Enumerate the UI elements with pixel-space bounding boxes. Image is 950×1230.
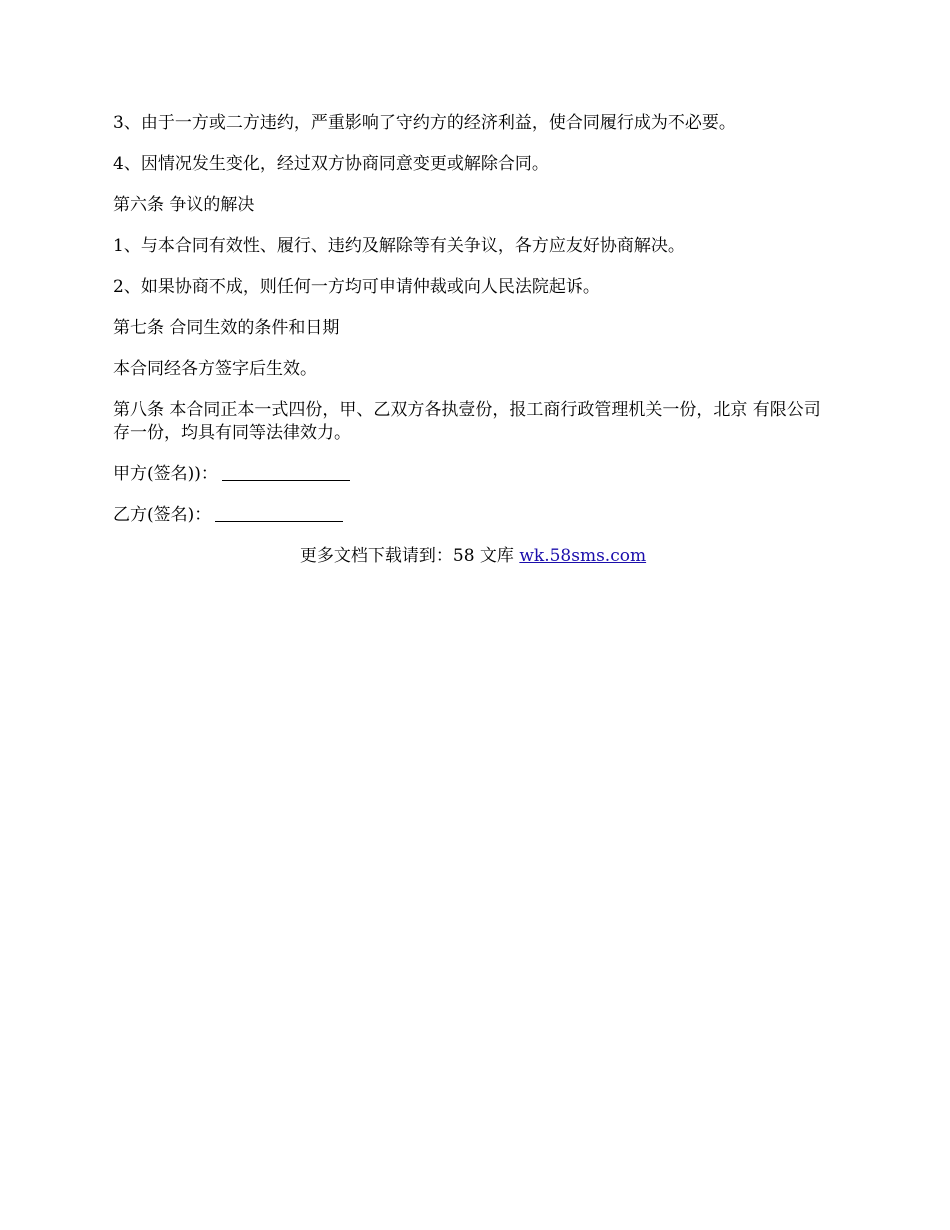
article-7-text: 本合同经各方签字后生效。 bbox=[113, 359, 317, 379]
clause-3-text: 3、由于一方或二方违约，严重影响了守约方的经济利益，使合同履行成为不必要。 bbox=[113, 113, 736, 133]
article-6-clause-2: 2、如果协商不成，则任何一方均可申请仲裁或向人民法院起诉。 bbox=[113, 277, 600, 297]
signature-party-b-label: 乙方(签名)： bbox=[113, 505, 212, 525]
document-page bbox=[113, 112, 833, 568]
signature-party-a-label: 甲方(签名))： bbox=[113, 464, 218, 484]
signature-party-a bbox=[113, 463, 833, 486]
footer-download-note bbox=[113, 545, 833, 568]
footer-link[interactable]: wk.58sms.com bbox=[519, 546, 647, 566]
footer-text: 更多文档下载请到：58 文库 bbox=[299, 546, 520, 566]
article-8-text: 第八条 本合同正本一式四份，甲、乙双方各执壹份，报工商行政管理机关一份，北京 有限公司存一份，均具有同等法律效力。 bbox=[113, 400, 821, 443]
clause-4-text: 4、因情况发生变化，经过双方协商同意变更或解除合同。 bbox=[113, 154, 549, 174]
article-6-heading: 第六条 争议的解决 bbox=[113, 195, 255, 215]
signature-party-a-line bbox=[222, 464, 350, 481]
article-6-clause-1: 1、与本合同有效性、履行、违约及解除等有关争议，各方应友好协商解决。 bbox=[113, 236, 685, 256]
signature-party-b-line bbox=[215, 505, 343, 522]
article-7-heading: 第七条 合同生效的条件和日期 bbox=[113, 318, 340, 338]
signature-party-b bbox=[113, 504, 833, 527]
